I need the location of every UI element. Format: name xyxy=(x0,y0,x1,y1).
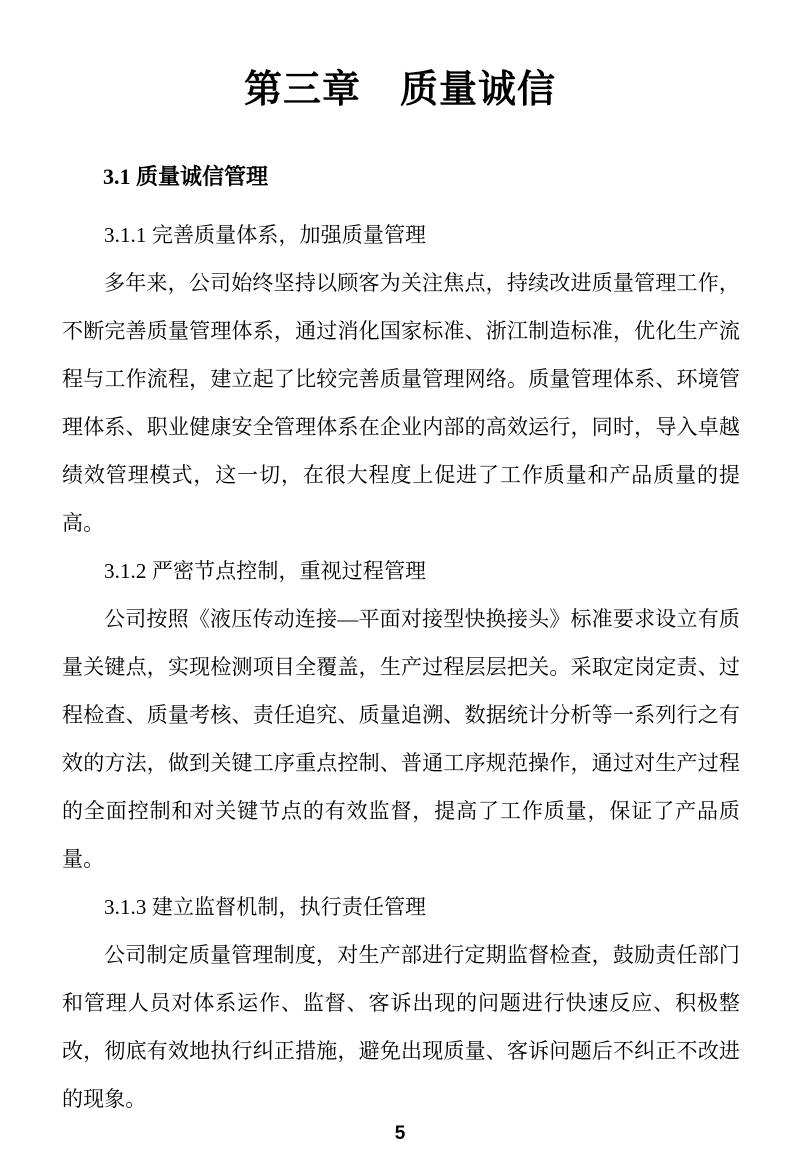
text-line: 高。 xyxy=(62,511,105,535)
content xyxy=(62,211,740,1123)
page-title: 第三章 质量诚信 xyxy=(243,69,556,111)
text-line: 效的方法，做到关键工序重点控制、普通工序规范操作，通过对生产过程 xyxy=(62,751,740,775)
subheading: 3.1.3 建立监督机制，执行责任管理 xyxy=(104,895,427,919)
page-number: 5 xyxy=(394,1123,406,1144)
text-line: 的全面控制和对关键节点的有效监督，提高了工作质量，保证了产品质 xyxy=(62,799,740,823)
text-line: 改，彻底有效地执行纠正措施，避免出现质量、客诉问题后不纠正不改进 xyxy=(62,1039,740,1063)
text-line: 程与工作流程，建立起了比较完善质量管理网络。质量管理体系、环境管 xyxy=(62,367,740,391)
subheading: 3.1.2 严密节点控制，重视过程管理 xyxy=(104,559,427,583)
text-line: 程检查、质量考核、责任追究、质量追溯、数据统计分析等一系列行之有 xyxy=(62,703,740,727)
text-line: 的现象。 xyxy=(62,1087,147,1111)
text-line: 多年来，公司始终坚持以顾客为关注焦点，持续改进质量管理工作， xyxy=(104,271,740,295)
text-line: 和管理人员对体系运作、监督、客诉出现的问题进行快速反应、积极整 xyxy=(62,991,740,1015)
text-line: 公司按照《液压传动连接—平面对接型快换接头》标准要求设立有质 xyxy=(104,607,740,631)
text-line: 公司制定质量管理制度，对生产部进行定期监督检查，鼓励责任部门 xyxy=(104,943,740,967)
text-line: 不断完善质量管理体系，通过消化国家标准、浙江制造标准，优化生产流 xyxy=(62,319,740,343)
section-heading: 3.1 质量诚信管理 xyxy=(103,164,269,189)
text-line: 理体系、职业健康安全管理体系在企业内部的高效运行，同时，导入卓越 xyxy=(62,415,740,439)
subheading: 3.1.1 完善质量体系，加强质量管理 xyxy=(104,223,427,247)
text-line: 量。 xyxy=(62,847,105,871)
text-line: 量关键点，实现检测项目全覆盖，生产过程层层把关。采取定岗定责、过 xyxy=(62,655,740,679)
text-line: 绩效管理模式，这一切，在很大程度上促进了工作质量和产品质量的提 xyxy=(62,463,740,487)
